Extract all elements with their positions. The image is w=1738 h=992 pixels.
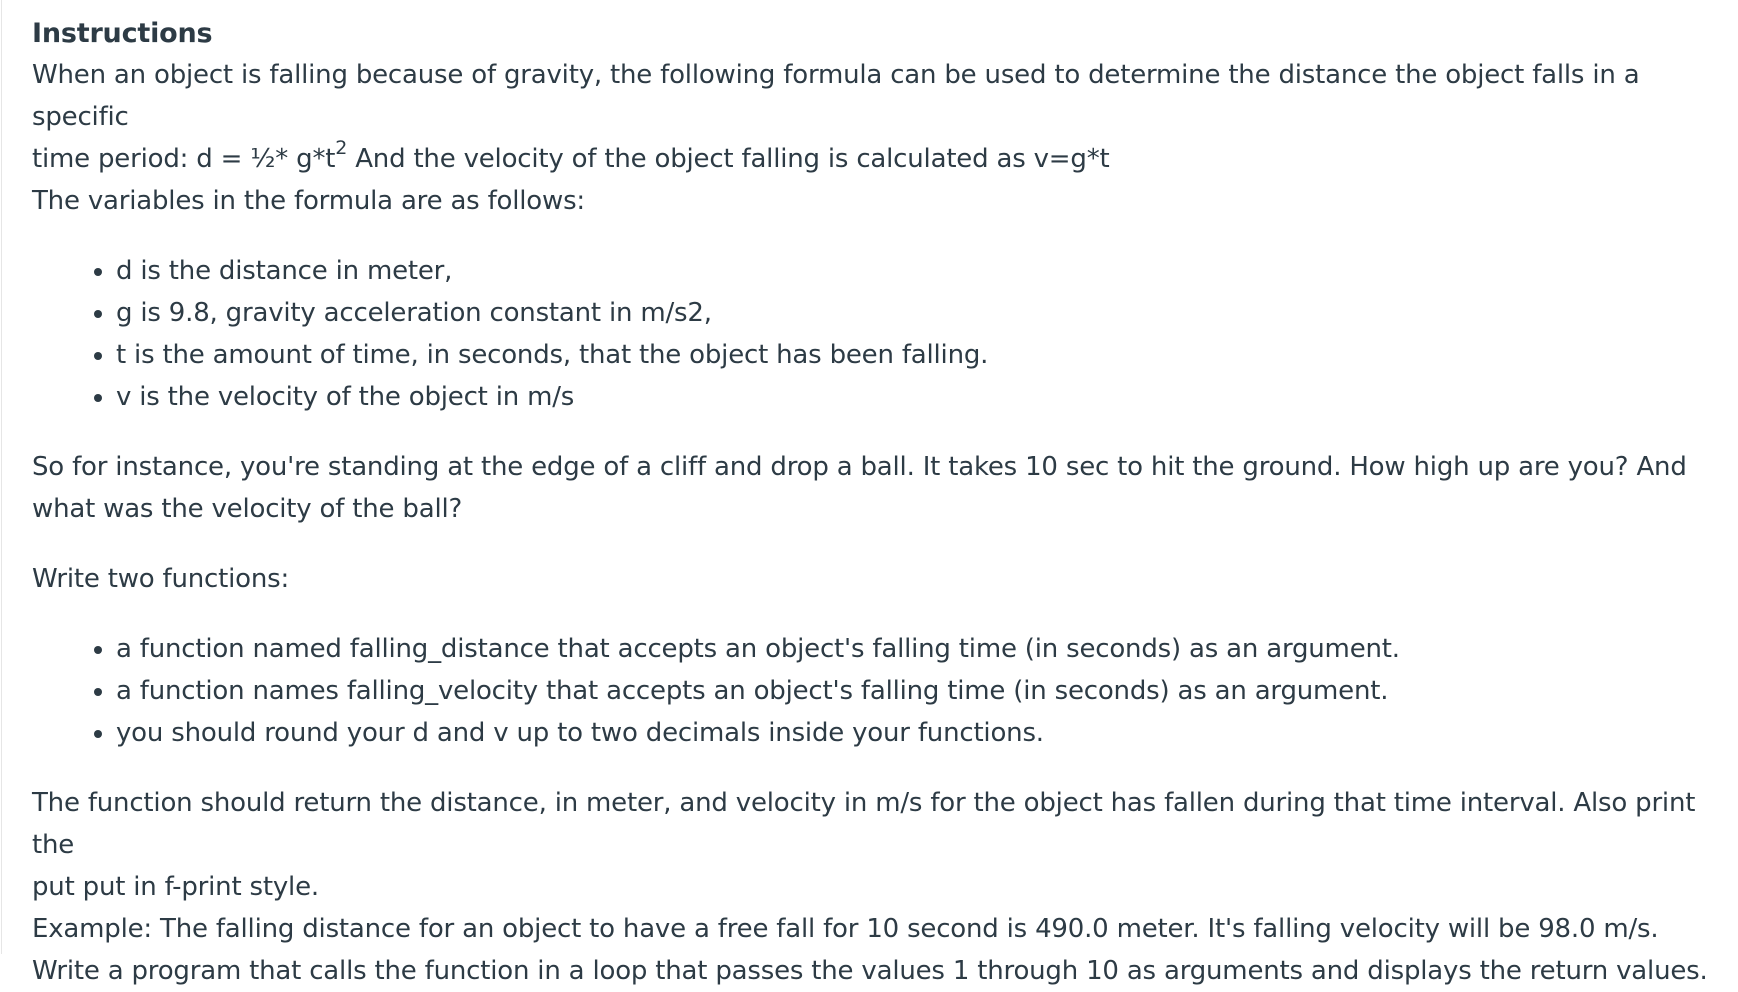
formula-prefix: time period: d = ½* g*t bbox=[32, 144, 336, 174]
closing-paragraph bbox=[32, 782, 1732, 992]
example-question-paragraph bbox=[32, 446, 1732, 530]
example-question-line-1: So for instance, you're standing at the edge of a cliff and drop a ball. It takes 10 sec to hit the ground. How high up are you? And bbox=[32, 452, 1687, 482]
instructions-content bbox=[32, 14, 1732, 992]
variables-list bbox=[32, 250, 1732, 418]
list-item: • g is 9.8, gravity acceleration constant in m/s2, bbox=[116, 292, 1732, 334]
example-question-line-2: what was the velocity of the ball? bbox=[32, 494, 463, 524]
instructions-heading: Instructions bbox=[32, 18, 213, 49]
list-item: • v is the velocity of the object in m/s bbox=[116, 376, 1732, 418]
functions-list bbox=[32, 628, 1732, 754]
left-border bbox=[1, 0, 2, 954]
closing-line-4: Write a program that calls the function in a loop that passes the values 1 through 10 as arguments and displays the return values. bbox=[32, 956, 1708, 986]
list-item: • a function names falling_velocity that accepts an object's falling time (in seconds) as an argument. bbox=[116, 670, 1732, 712]
list-item: • you should round your d and v up to two decimals inside your functions. bbox=[116, 712, 1732, 754]
intro-line-3: The variables in the formula are as follows: bbox=[32, 186, 585, 216]
intro-line-2 bbox=[32, 138, 1732, 180]
intro-paragraph bbox=[32, 54, 1732, 222]
intro-line-1: When an object is falling because of gravity, the following formula can be used to determine the distance the object falls in a specific bbox=[32, 60, 1640, 132]
closing-line-3: Example: The falling distance for an object to have a free fall for 10 second is 490.0 meter. It's falling velocity will be 98.0 m/s. bbox=[32, 914, 1659, 944]
closing-line-1: The function should return the distance, in meter, and velocity in m/s for the object has fallen during that time interval. Also print the bbox=[32, 788, 1696, 860]
list-item: • t is the amount of time, in seconds, that the object has been falling. bbox=[116, 334, 1732, 376]
list-item: • a function named falling_distance that accepts an object's falling time (in seconds) as an argument. bbox=[116, 628, 1732, 670]
functions-intro: Write two functions: bbox=[32, 564, 290, 594]
closing-line-2: put put in f-print style. bbox=[32, 872, 319, 902]
formula-exponent: 2 bbox=[335, 137, 348, 159]
list-item: • d is the distance in meter, bbox=[116, 250, 1732, 292]
formula-suffix: And the velocity of the object falling is calculated as v=g*t bbox=[347, 144, 1110, 174]
